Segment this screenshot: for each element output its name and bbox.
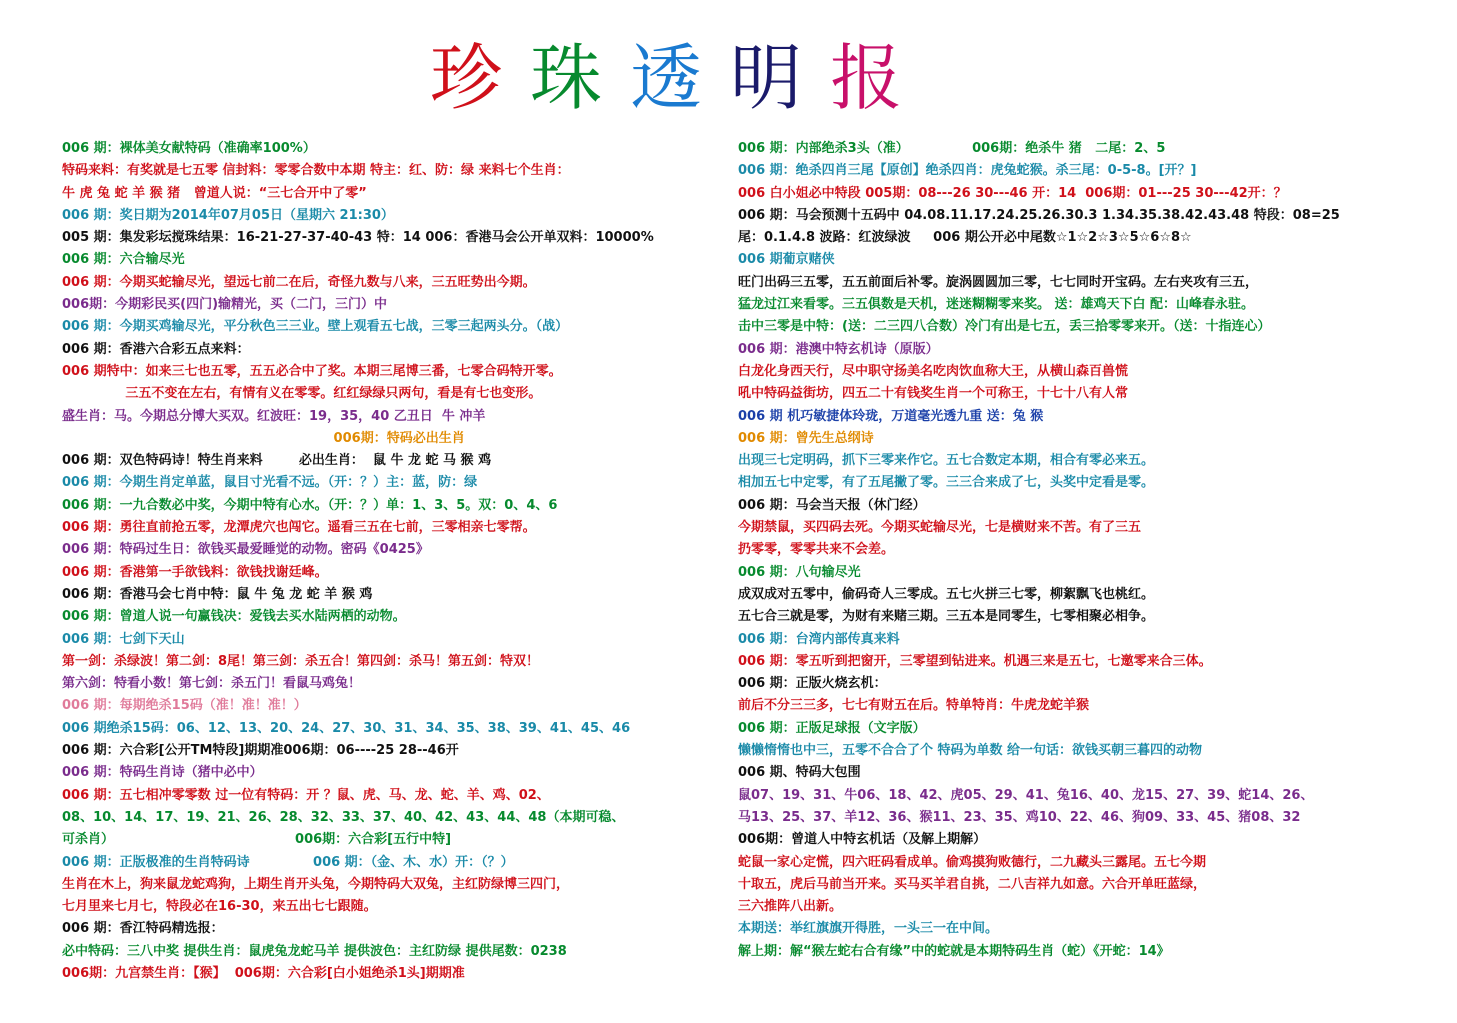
text-line: 006 期：香港马会七肖中特：鼠 牛 兔 龙 蛇 羊 猴 鸡 [62,586,373,602]
title-char: 报 [830,36,903,120]
text-line: 006 期：绝杀四肖三尾【原创】绝杀四肖：虎兔蛇猴。杀三尾：0-5-8。[开？] [738,163,1197,179]
text-line: 006 期：奖日期为2014年07月05日（星期六 21:30） [62,207,394,223]
text-line: 006期：特码必出生肖 [62,430,465,446]
text-line: 006 期：曾先生总纲诗 [738,430,874,446]
text-line: 扔零零，零零共来不会差。 [738,542,895,558]
text-line: 006 期：八句输尽光 [738,564,861,580]
text-line: 006 期：正版极准的生肖特码诗 006 期：（金、木、水）开：（？） [62,854,514,870]
text-line: 006 期：五七相冲零零数 过一位有特码：开 ？鼠、虎、马、龙、蛇、羊、鸡、02、 [62,787,550,803]
text-line: 006期：九宫禁生肖：【猴】 006期：六合彩[白小姐绝杀1头]期期准 [62,965,465,981]
text-line: 006 期：正版火烧玄机： [738,676,887,692]
text-line: 第一剑：杀绿波！第二剑：8尾！第三剑：杀五合！第四剑：杀马！第五剑：特双！ [62,653,540,669]
text-line: 特码来料：有奖就是七五零 信封料：零零合数中本期 特主：红、防：绿 来料七个生肖： [62,163,570,179]
text-line: 006 期、特码大包围 [738,765,861,781]
text-line: 白龙化身西天行，尽中职守扬美名吃肉饮血称大王，从横山森百兽慌 [738,363,1129,379]
text-line: 猛龙过江来看零。三五俱数是天机，迷迷糊糊零来奖。 送：雄鸡天下白 配：山峰春永驻。 [738,297,1255,313]
text-line: 006 期：裸体美女献特码（准确率100%） [62,141,316,156]
text-line: 牛 虎 兔 蛇 羊 猴 猪 曾道人说：“三七合开中了零” [62,185,367,201]
text-line: 006 期：正版足球报（文字版） [738,720,926,736]
text-line: 本期送：举红旗旗开得胜，一头三一在中间。 [738,921,999,937]
title-char: 透 [630,36,703,120]
text-line: 五七合三就是零，为财有来赌三期。三五本是同零生，七零相聚必相争。 [738,609,1155,625]
text-line: 006 期：特码过生日：欲钱买最爱睡觉的动物。密码《0425》 [62,542,429,558]
text-line: 006 期：内部绝杀3头（准） 006期：绝杀牛 猪 二尾：2、5 [738,141,1166,156]
text-line: 盛生肖：马。今期总分博大买双。红波旺：19，35，40 乙丑日 牛 冲羊 [62,408,486,424]
text-line: 006 期：一九合数必中奖，今期中特有心水。（开：？）单：1、3、5。双：0、4、6 [62,497,558,513]
text-line: 006 期特中：如来三七也五零，五五必合中了奖。本期三尾博三番，七零合码特开零。 [62,363,562,379]
text-line: 三五不变在左右，有情有义在零零。红红绿绿只两句，看是有七也变形。 [62,386,542,402]
text-line: 006 期 机巧敏捷体玲珑，万道毫光透九重 送：兔 猴 [738,408,1044,424]
text-line: 006 期：每期绝杀15码（准！准！准！） [62,698,307,714]
text-line: 08、10、14、17、19、21、26、28、32、33、37、40、42、43、44、48（本期可稳、 [62,809,625,825]
left-column [62,138,722,985]
title-char: 珍 [430,36,503,120]
text-line: 相加五七中定零，有了五尾撇了零。三三合来成了七，头奖中定看是零。 [738,475,1155,491]
text-line: 必中特码：三八中奖 提供生肖：鼠虎兔龙蛇马羊 提供波色：主红防绿 提供尾数：0238 [62,943,567,959]
text-line: 006 白小姐必中特段 005期：08---26 30---46 开：14 006期：01---25 30---42开：？ [738,185,1287,201]
text-line: 吼中特码益街坊，四五二十有钱奖生肖一个可称王，十七十八有人常 [738,386,1129,402]
text-line: 006 期：零五听到把窗开，三零望到钻进来。机遇三来是五七，七邀零来合三体。 [738,653,1212,669]
text-line: 006 期：港澳中特玄机诗（原版） [738,341,939,357]
text-line: 006 期：勇往直前抢五零，龙潭虎穴也闯它。遥看三五在七前，三零相亲七零帮。 [62,520,536,536]
text-line: 005 期：集发彩坛搅珠结果：16-21-27-37-40-43 特：14 006：香港马会公开单双料：10000% [62,230,654,246]
text-line: 006期：今期彩民买(四门)输精光，买（二门，三门）中 [62,297,388,313]
text-line: 006 期：香江特码精选报： [62,921,224,937]
page-title [430,38,930,118]
text-line: 006 期：马会预测十五码中 04.08.11.17.24.25.26.30.3 1.34.35.38.42.43.48 特段：08=25 [738,207,1340,223]
text-line: 006 期：台湾内部传真来料 [738,631,900,647]
text-line: 今期禁鼠，买四码去死。今期买蛇输尽光，七是横财来不苦。有了三五 [738,520,1142,536]
text-line: 旺门出码三五零，五五前面后补零。旋涡圆圆加三零，七七同时开宝码。左右夹攻有三五， [738,274,1259,290]
text-line: 006 期：六合输尽光 [62,252,185,268]
text-line: 006 期：特码生肖诗（猪中必中） [62,765,263,781]
text-line: 006 期绝杀15码：06、12、13、20、24、27、30、31、34、35、38、39、41、45、46 [62,720,631,736]
text-line: 马13、25、37、羊12、36、猴11、23、35、鸡10、22、46、狗09、33、45、猪08、32 [738,809,1301,825]
title-char: 明 [730,36,803,120]
text-line: 006 期：香港第一手欲钱料：欲钱找谢廷峰。 [62,564,328,580]
text-line: 006 期：六合彩[公开TM特段]期期准006期：06----25 28--46开 [62,743,459,759]
text-line: 击中三零是中特：(送：二三四八合数）冷门有出是七五，丢三拾零零来开。（送：十指连心） [738,319,1271,335]
text-line: 006 期：今期生肖定单蓝，鼠目寸光看不远。（开：？）主：蓝，防：绿 [62,475,478,491]
text-line: 可杀肖） 006期：六合彩[五行中特] [62,832,452,848]
text-line: 006 期：七剑下天山 [62,631,185,647]
text-line: 前后不分三三多，七七有财五在后。特单特肖：牛虎龙蛇羊猴 [738,698,1090,714]
title-char: 珠 [530,36,603,120]
text-line: 三六推阵八出新。 [738,899,843,915]
text-line: 006 期：马会当天报（休门经） [738,497,926,513]
text-line: 006期：曾道人中特玄机话（及解上期解） [738,832,987,848]
text-line: 七月里来七月七，特段必在16-30，来五出七七跟随。 [62,899,377,915]
text-line: 出现三七定明码，抓下三零来作它。五七合数定本期，相合有零必来五。 [738,453,1155,469]
text-line: 解上期：解“猴左蛇右合有缘”中的蛇就是本期特码生肖（蛇）《开蛇：14》 [738,943,1170,959]
text-line: 006 期：香港六合彩五点来料： [62,341,250,357]
right-column [738,138,1438,963]
text-line: 蛇鼠一家心定慌，四六旺码看成单。偷鸡摸狗败德行，二九藏头三露尾。五七今期 [738,854,1207,870]
text-line: 尾：0.1.4.8 波路：红波绿波 006 期公开必中尾数☆1☆2☆3☆5☆6☆8☆ [738,230,1192,246]
text-line: 006 期：今期买鸡输尽光，平分秋色三三业。壁上观看五七战，三零三起两头分。（战） [62,319,569,335]
text-line: 十取五，虎后马前当开来。买马买羊君自挑，二八吉祥九如意。六合开单旺蓝绿， [738,876,1207,892]
text-line: 生肖在木上，狗来鼠龙蛇鸡狗，上期生肖开头兔，今期特码大双兔，主红防绿博三四门， [62,876,570,892]
text-line: 006 期：双色特码诗！特生肖来料 必出生肖： 鼠 牛 龙 蛇 马 猴 鸡 [62,453,492,469]
text-line: 006 期葡京赌侠 [738,252,835,268]
text-line: 懒懒惰惰也中三，五零不合合了个 特码为单数 给一句话：欲钱买朝三暮四的动物 [738,743,1203,759]
text-line: 第六剑：特看小数！第七剑：杀五门！看鼠马鸡兔！ [62,676,362,692]
text-line: 006 期：今期买蛇输尽光，望远七前二在后，奇怪九数与八来，三五旺势出今期。 [62,274,536,290]
text-line: 006 期：曾道人说一句赢钱决：爱钱去买水陆两栖的动物。 [62,609,406,625]
text-line: 成双成对五零中，偷码奇人三零成。五七火拼三七零，柳絮飘飞也桃红。 [738,586,1155,602]
text-line: 鼠07、19、31、牛06、18、42、虎05、29、41、兔16、40、龙15、27、39、蛇14、26、 [738,787,1314,803]
